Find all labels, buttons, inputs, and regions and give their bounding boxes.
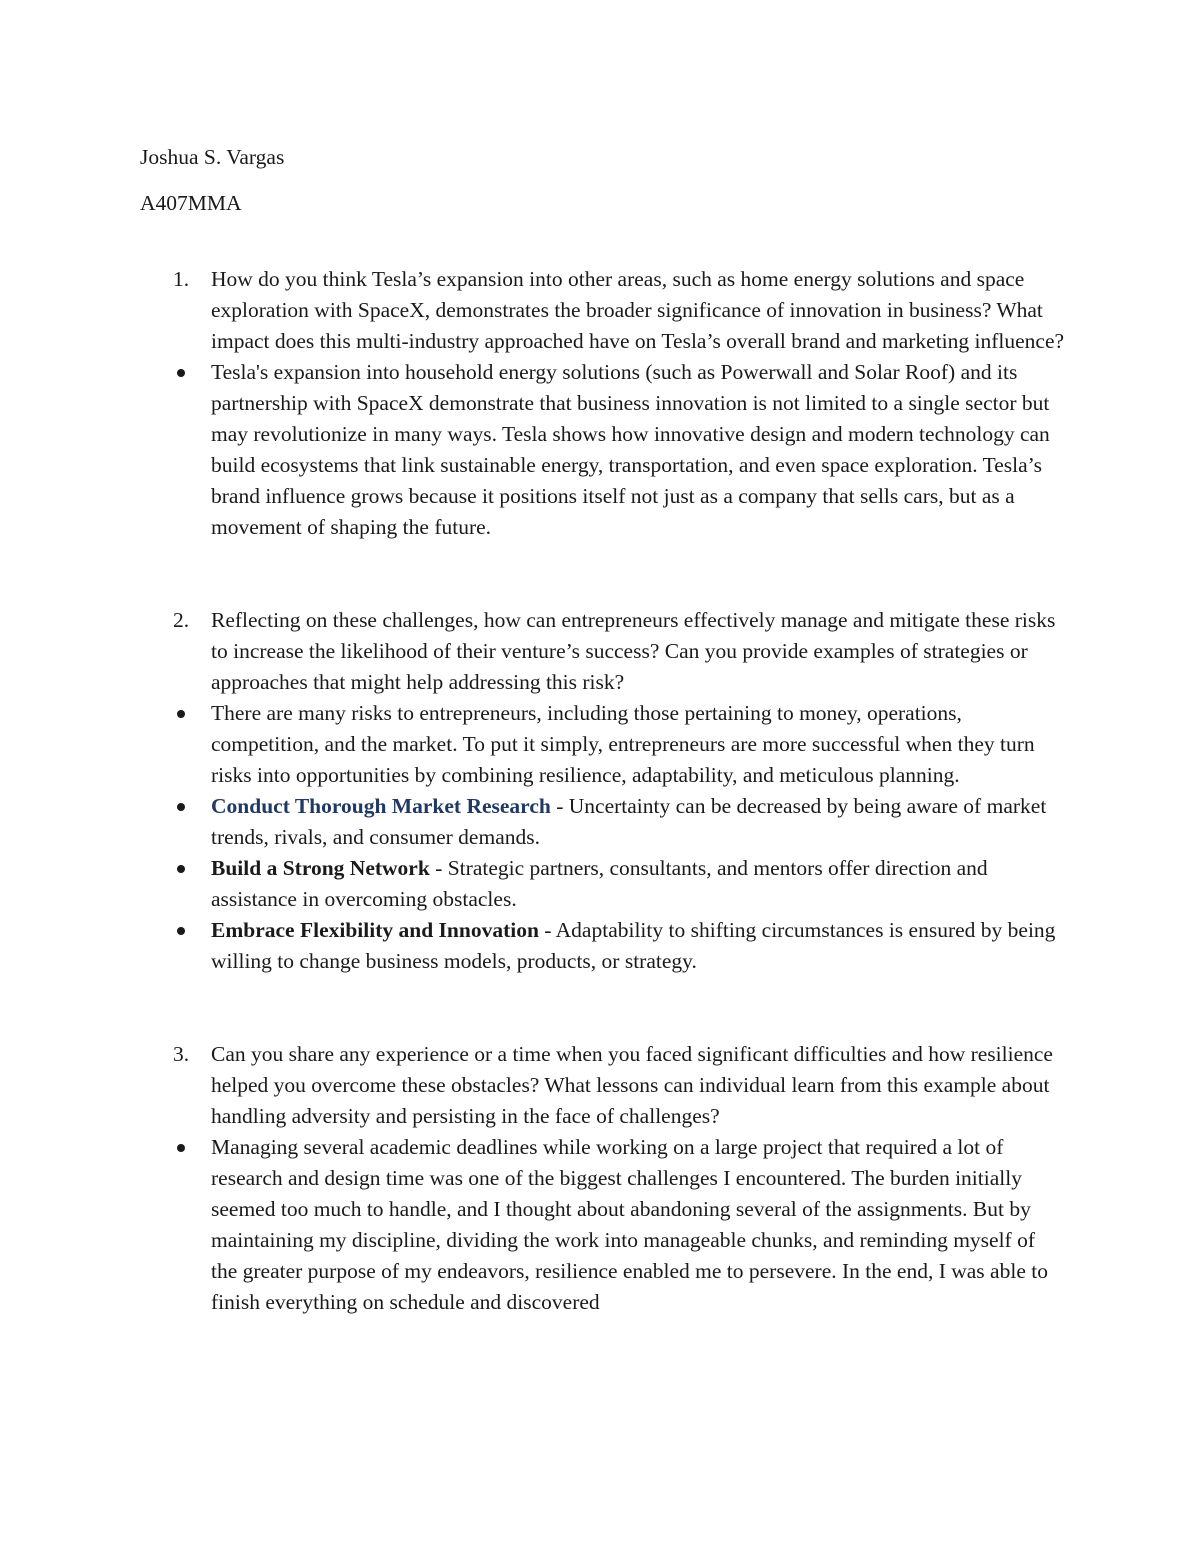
student-code: A407MMA xyxy=(140,191,242,215)
question-1-text: How do you think Tesla’s expansion into other areas, such as home energy solutions and space exploration with SpaceX, demonstrates the broader significance of innovation in business? What impact does this multi-industry approached have on Tesla’s overall brand and marketing influence? xyxy=(211,267,1065,353)
author-name: Joshua S. Vargas xyxy=(140,145,285,169)
strategy-term: Embrace Flexibility and Innovation xyxy=(211,918,539,942)
question-3 xyxy=(140,1039,1065,1132)
bullet-icon xyxy=(177,803,185,811)
answer-1 xyxy=(140,357,1065,543)
answer-1-text: Tesla's expansion into household energy solutions (such as Powerwall and Solar Roof) and its partnership with SpaceX demonstrate that business innovation is not limited to a single sector but may revolutionize in many ways. Tesla shows how innovative design and modern technology can build ecosystems that link sustainable energy, transportation, and even space exploration. Tesla’s brand influence grows because it positions itself not just as a company that sells cars, but as a movement of shaping the future. xyxy=(211,360,1050,539)
answer-3-text: Managing several academic deadlines while working on a large project that required a lot of research and design time was one of the biggest challenges I encountered. The burden initially seemed too much to handle, and I thought about abandoning several of the assignments. But by maintaining my discipline, dividing the work into manageable chunks, and reminding myself of the greater purpose of my endeavors, resilience enabled me to persevere. In the end, I was able to finish everything on schedule and discovered xyxy=(211,1135,1048,1314)
bullet-icon xyxy=(177,369,185,377)
question-2-text: Reflecting on these challenges, how can entrepreneurs effectively manage and mitigate these risks to increase the likelihood of their venture’s success? Can you provide examples of strategies or approaches that might help addressing this risk? xyxy=(211,608,1056,694)
strategy-flexibility xyxy=(140,915,1065,977)
answer-2-text: There are many risks to entrepreneurs, including those pertaining to money, operations, competition, and the market. To put it simply, entrepreneurs are more successful when they turn risks into opportunities by combining resilience, adaptability, and meticulous planning. xyxy=(211,701,1035,787)
strategy-term: Conduct Thorough Market Research xyxy=(211,794,551,818)
strategy-text: - Uncertainty can be decreased by being aware of market trends, rivals, and consumer demands. xyxy=(211,794,1047,849)
bullet-icon xyxy=(177,1144,185,1152)
question-2-number: 2. xyxy=(173,608,190,632)
strategy-text: - Strategic partners, consultants, and mentors offer direction and assistance in overcoming obstacles. xyxy=(211,856,988,911)
question-1-number: 1. xyxy=(173,267,190,291)
question-2 xyxy=(140,605,1065,698)
question-3-number: 3. xyxy=(173,1042,190,1066)
question-list xyxy=(140,264,1065,1318)
strategy-market-research xyxy=(140,791,1065,853)
strategy-text: - Adaptability to shifting circumstances is ensured by being willing to change business models, products, or strategy. xyxy=(211,918,1056,973)
question-1 xyxy=(140,264,1065,357)
document-body xyxy=(140,142,1065,1318)
bullet-icon xyxy=(177,865,185,873)
question-3-text: Can you share any experience or a time when you faced significant difficulties and how resilience helped you overcome these obstacles? What lessons can individual learn from this example about handling adversity and persisting in the face of challenges? xyxy=(211,1042,1053,1128)
bullet-icon xyxy=(177,927,185,935)
bullet-icon xyxy=(177,710,185,718)
strategy-term: Build a Strong Network xyxy=(211,856,430,880)
answer-2 xyxy=(140,698,1065,791)
answer-3 xyxy=(140,1132,1065,1318)
strategy-strong-network xyxy=(140,853,1065,915)
